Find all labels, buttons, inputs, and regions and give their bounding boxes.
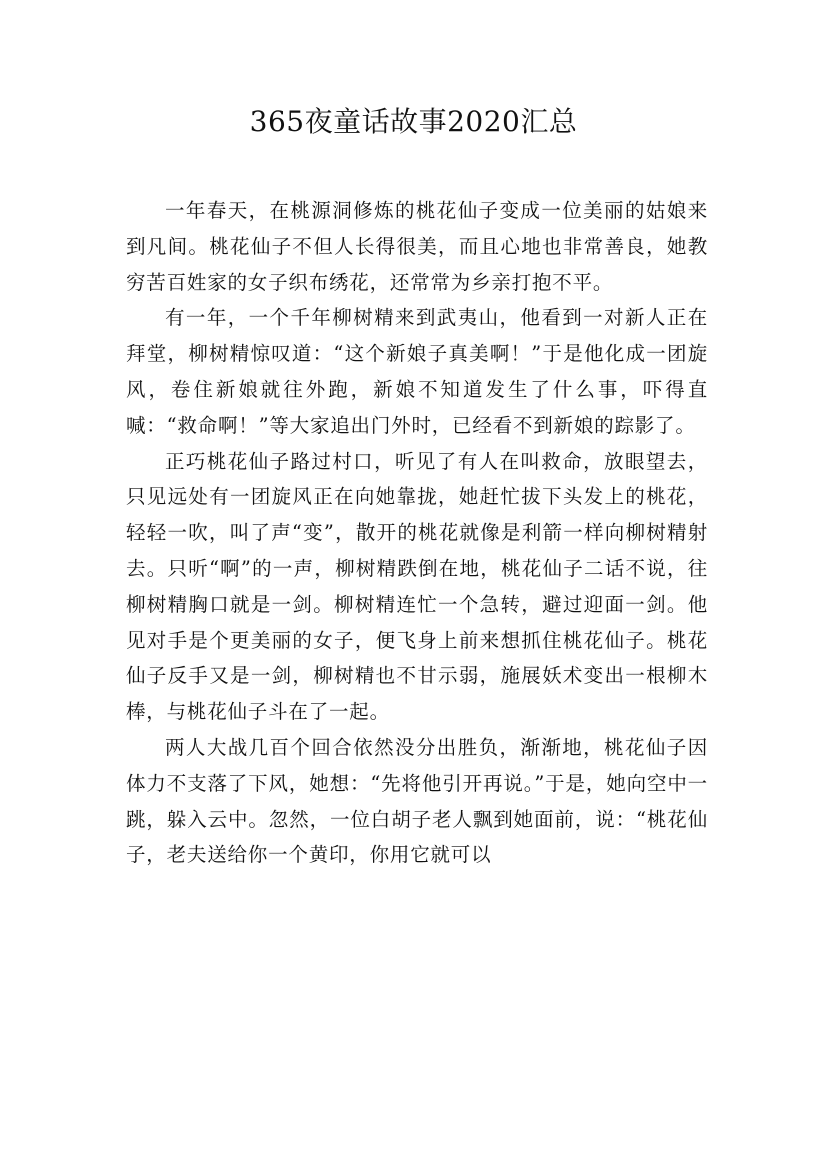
document-body [126,193,708,873]
paragraph: 正巧桃花仙子路过村口，听见了有人在叫救命，放眼望去，只见远处有一团旋风正在向她靠拢，她赶忙拔下头发上的桃花，轻轻一吹，叫了声“变”，散开的桃花就像是利箭一样向柳树精射去。只听“啊”的一声，柳树精跌倒在地，桃花仙子二话不说，往柳树精胸口就是一剑。柳树精连忙一个急转，避过迎面一剑。他见对手是个更美丽的女子，便飞身上前来想抓住桃花仙子。桃花仙子反手又是一剑，柳树精也不甘示弱，施展妖术变出一根柳木棒，与桃花仙子斗在了一起。 [126,449,708,724]
paragraph: 有一年，一个千年柳树精来到武夷山，他看到一对新人正在拜堂，柳树精惊叹道：“这个新娘子真美啊！”于是他化成一团旋风，卷住新娘就往外跑，新娘不知道发生了什么事，吓得直喊：“救命啊！”等大家追出门外时，已经看不到新娘的踪影了。 [126,306,708,437]
paragraph: 两人大战几百个回合依然没分出胜负，渐渐地，桃花仙子因体力不支落了下风，她想：“先将他引开再说。”于是，她向空中一跳，躲入云中。忽然，一位白胡子老人飘到她面前，说：“桃花仙子，老夫送给你一个黄印，你用它就可以 [126,735,708,867]
paragraph: 一年春天，在桃源洞修炼的桃花仙子变成一位美丽的姑娘来到凡间。桃花仙子不但人长得很美，而且心地也非常善良，她教穷苦百姓家的女子织布绣花，还常常为乡亲打抱不平。 [126,199,708,294]
document-title: 365夜童话故事2020汇总 [249,105,578,138]
